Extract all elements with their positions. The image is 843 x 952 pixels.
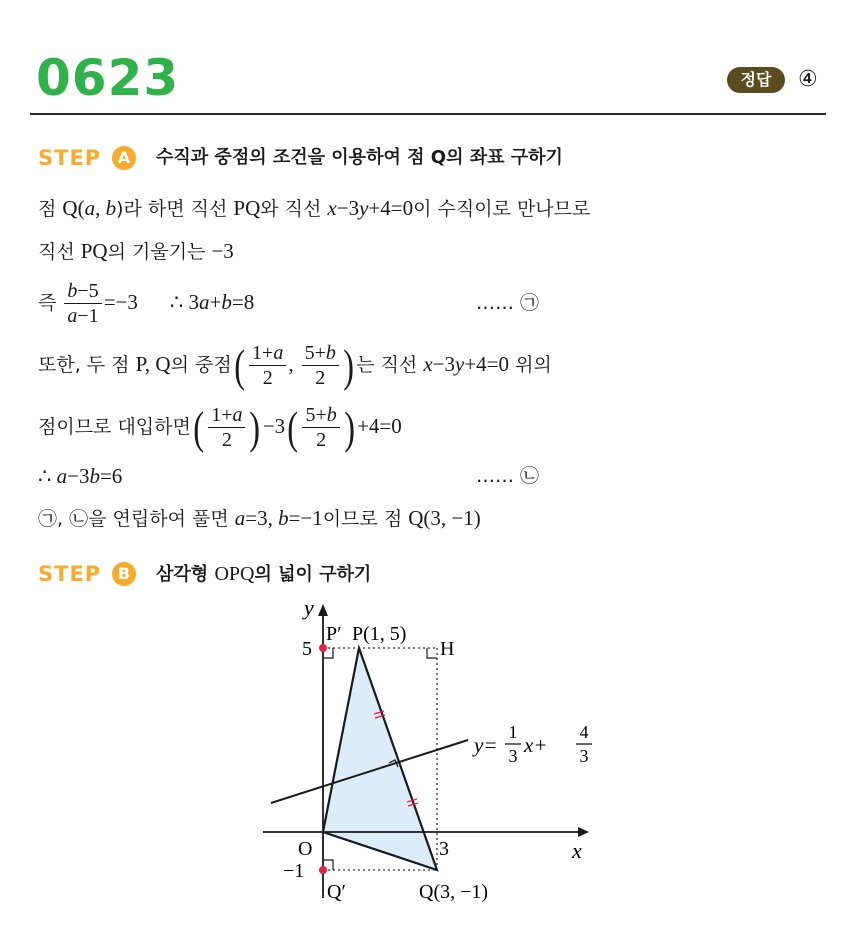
text: 의 넓이 구하기 — [254, 564, 372, 585]
paren: ( — [287, 401, 299, 453]
math-var: b — [278, 506, 289, 530]
math: + — [209, 290, 222, 314]
math: =3, — [245, 506, 279, 530]
math-var: b — [221, 290, 232, 314]
x-axis-label: x — [572, 838, 582, 863]
math: 1+ — [252, 342, 274, 364]
tick-label-3: 3 — [439, 838, 449, 860]
step-a-label: STEP — [38, 146, 102, 170]
text: , — [57, 508, 70, 530]
text: 이 수직이로 만나므로 — [413, 198, 591, 220]
y-axis-label: y — [304, 595, 314, 620]
math-var: a — [273, 342, 284, 364]
math-var: a — [232, 404, 243, 426]
dots: …… — [476, 292, 514, 314]
line-frac1-num: 1 — [508, 722, 518, 742]
text: 위의 — [509, 354, 552, 376]
math-var: b — [67, 280, 78, 302]
math: ∴ — [38, 464, 57, 488]
math: , — [288, 352, 294, 376]
text: 삼각형 — [156, 564, 215, 585]
math: −3 — [262, 414, 286, 438]
line-eq-prefix: y= — [474, 733, 498, 757]
math: PQ — [80, 239, 108, 263]
tick-label-5: 5 — [302, 638, 312, 660]
text: 는 직선 — [356, 354, 424, 376]
y-axis-arrow — [318, 604, 328, 616]
math: 5+ — [304, 342, 326, 364]
math: ∴ 3 — [169, 290, 200, 314]
point-p-prime — [319, 644, 327, 652]
line-x-term: x+ — [524, 733, 548, 757]
math-var: x — [423, 352, 433, 376]
line-frac2-num: 4 — [579, 722, 589, 742]
problem-number: 0623 — [36, 49, 180, 107]
math: +4=0 — [464, 352, 510, 376]
marker: ㉠ — [520, 292, 540, 314]
paren: ( — [234, 339, 245, 391]
math-var: a — [56, 464, 68, 488]
label-q-prime: Q′ — [327, 881, 346, 903]
math-var: a — [234, 506, 246, 530]
line-frac1-den: 3 — [508, 746, 518, 766]
math-var: a — [199, 290, 210, 314]
text: )라 하면 직선 — [116, 198, 234, 220]
triangle-opq — [323, 648, 437, 870]
step-a-title: 수직과 중점의 조건을 이용하여 점 Q의 좌표 구하기 — [156, 147, 563, 168]
text: 또한, 두 점 — [38, 354, 136, 376]
text: 의 기울기는 — [107, 241, 212, 263]
answer-value: ④ — [798, 67, 818, 92]
paren: ) — [249, 401, 261, 453]
math-var: x — [327, 196, 337, 220]
origin-label: O — [298, 838, 313, 860]
text: 즉 — [38, 292, 63, 314]
math: −3 — [432, 352, 456, 376]
text: 와 직선 — [260, 198, 328, 220]
math-var: b — [325, 342, 336, 364]
math-var: b — [105, 196, 117, 220]
math: =8 — [231, 290, 255, 314]
paren: ( — [193, 401, 204, 453]
marker: ㉡ — [69, 508, 89, 530]
marker: ㉡ — [520, 465, 540, 487]
math: −3 — [336, 196, 360, 220]
text: 의 중점 — [170, 354, 232, 376]
paren: ) — [344, 401, 355, 453]
math-var: y — [455, 352, 465, 376]
math-var: a — [84, 196, 96, 220]
math: +4=0 — [368, 196, 414, 220]
math: , — [95, 196, 106, 220]
tick-label-neg1: −1 — [283, 860, 305, 882]
math: −3 — [211, 239, 234, 263]
math-var: b — [89, 464, 100, 488]
math: −1 — [77, 305, 99, 327]
text: 이므로 점 — [322, 508, 409, 530]
marker: ㉠ — [38, 508, 58, 530]
paren: ) — [343, 339, 354, 391]
answer-badge: 정답 — [727, 67, 785, 93]
step-b-label: STEP — [38, 562, 102, 586]
label-p: P(1, 5) — [352, 623, 407, 645]
label-h: H — [440, 638, 455, 660]
math: OPQ — [214, 563, 255, 585]
math: =−1 — [288, 506, 323, 530]
text: 점이므로 대입하면 — [38, 416, 191, 438]
math: =−3 — [103, 290, 138, 314]
math-var: b — [326, 404, 337, 426]
math: 5+ — [305, 404, 327, 426]
text: 을 연립하여 풀면 — [88, 508, 235, 530]
math: −5 — [77, 280, 99, 302]
math: −3 — [67, 464, 90, 488]
dots: …… — [476, 465, 514, 487]
math-var: y — [359, 196, 369, 220]
math: PQ — [233, 196, 261, 220]
math: 2 — [221, 429, 232, 451]
math: 2 — [262, 367, 273, 389]
math: Q( — [62, 196, 85, 220]
text: 점 — [38, 198, 63, 220]
math: Q(3, −1) — [408, 506, 481, 530]
math-var: a — [67, 305, 78, 327]
math: 2 — [316, 429, 327, 451]
math: =6 — [99, 464, 123, 488]
text: 직선 — [38, 241, 81, 263]
label-q: Q(3, −1) — [419, 881, 489, 903]
line-frac2-den: 3 — [579, 746, 589, 766]
math: 1+ — [211, 404, 233, 426]
step-b-letter: B — [112, 562, 136, 586]
step-a-letter: A — [112, 146, 136, 170]
math: +4=0 — [357, 414, 402, 438]
math: P, Q — [135, 352, 171, 376]
label-p-prime: P′ — [326, 623, 342, 645]
x-axis-arrow — [578, 827, 589, 837]
math: 2 — [315, 367, 326, 389]
point-q-prime — [319, 866, 327, 874]
